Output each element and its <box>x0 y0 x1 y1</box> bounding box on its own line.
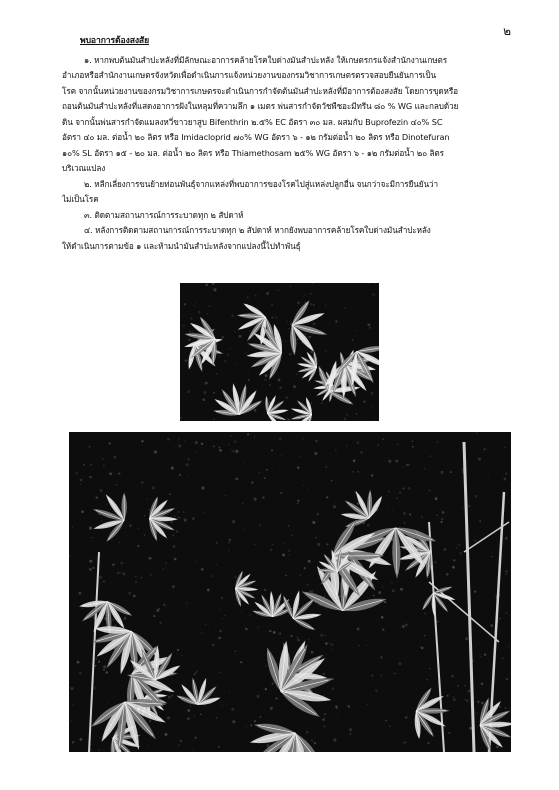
paragraph-2 <box>62 177 509 208</box>
paragraph-line: โรค จากนั้นหน่วยงานของกรมวิชาการเกษตรจะดำเนินการกำจัดต้นมันสำปะหลังที่มีอาการต้องสงสัย โดยการขุดหรือ <box>62 85 458 96</box>
paragraph-line: บริเวณแปลง <box>62 163 106 173</box>
paragraph-line: ถอนต้นมันสำปะหลังที่แสดงอาการฝังในหลุมที่ความลึก ๑ เมตร พ่นสารกำจัดวัชพืชอะมีทรีน ๘๐ % WG และกลบด้วย <box>62 101 459 111</box>
paragraph-line: ๑๐% SL อัตรา ๑๕ - ๒๐ มล. ต่อน้ำ ๒๐ ลิตร หรือ Thiamethosam ๒๕% WG อัตรา ๖ - ๑๒ กรัมต่อน้ำ ๒๐ ลิตร <box>62 147 444 158</box>
paragraph-line: ไม่เป็นโรค <box>62 194 99 204</box>
cassava-field-image <box>69 432 511 752</box>
paragraph-line: ให้ดำเนินการตามข้อ ๑ และห้ามนำมันสำปะหลังจากแปลงนี้ไปทำพันธุ์ <box>62 240 301 251</box>
paragraph-line: ๒. หลีกเลี่ยงการขนย้ายท่อนพันธุ์จากแหล่งที่พบอาการของโรคไปสู่แหล่งปลูกอื่น จนกว่าจะมีการยืนยันว่า <box>84 178 438 189</box>
cassava-leaf-image <box>180 283 379 421</box>
page-number: ๒ <box>503 24 511 38</box>
paragraph-line: ๑. หากพบต้นมันสำปะหลังที่มีลักษณะอาการคล้ายโรคใบด่างมันสำปะหลัง ให้เกษตรกรแจ้งสำนักงานเกษตร <box>84 54 448 65</box>
cassava-field-photo <box>69 432 511 752</box>
cassava-leaf-photo <box>180 283 379 421</box>
section-heading: พบอาการต้องสงสัย <box>80 36 150 46</box>
paragraph-line: ๔. หลังการติดตามสถานการณ์การระบาดทุก ๒ สัปดาห์ หากยังพบอาการคล้ายโรคใบด่างมันสำปะหลัง <box>84 225 431 235</box>
paragraph-line: ๓. ติดตามสถานการณ์การระบาดทุก ๒ สัปดาห์ <box>84 209 244 220</box>
paragraph-line: อำเภอหรือสำนักงานเกษตรจังหวัดเพื่อดำเนินการแจ้งหน่วยงานของกรมวิชาการเกษตรตรวจสอบยืนยันการเป็น <box>62 70 436 80</box>
paragraph-3 <box>62 208 509 224</box>
paragraph-line: อัตรา ๔๐ มล. ต่อน้ำ ๒๐ ลิตร หรือ Imidacloprid ๗๐% WG อัตรา ๖ - ๑๒ กรัมต่อน้ำ ๒๐ ลิตร หรือ Dinotefuran <box>62 132 450 142</box>
paragraph-4 <box>62 223 509 254</box>
paragraph-1 <box>62 53 509 177</box>
document-body <box>62 34 509 254</box>
paragraph-line: ดิน จากนั้นพ่นสารกำจัดแมลงหวี่ขาวยาสูบ Bifenthrin ๒.๕% EC อัตรา ๓๐ มล. ผสมกับ Buprofezin ๔๐% SC <box>62 116 443 127</box>
